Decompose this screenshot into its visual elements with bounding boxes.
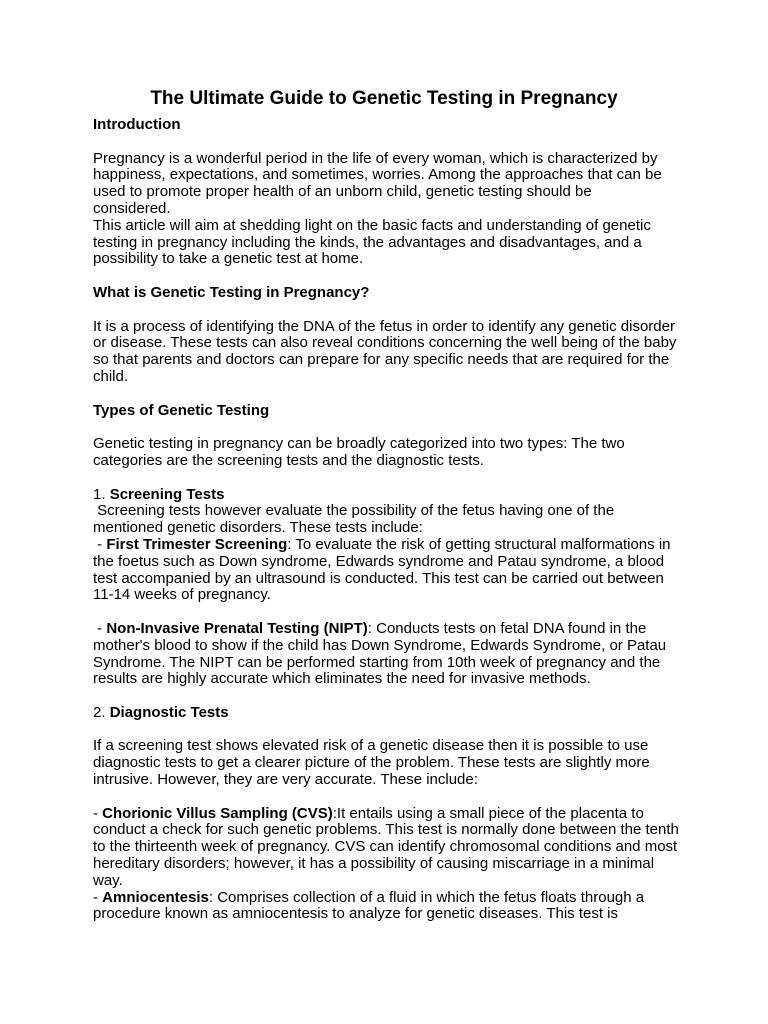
first-trimester-text: : To evaluate the risk of getting structural malformations in the foetus such as Down syndrome, Edwards syndrome and Patau syndrome, a blood test accompanied by an ultrasound is conducted. This test can be carried out between 11-14 weeks of pregnancy. (93, 535, 675, 604)
nipt-text: : Conducts tests on fetal DNA found in the mother's blood to show if the child has Down Syndrome, Edwards Syndrome, or Patau Syndrome. The NIPT can be performed starting from 10th week of pregnancy and the results are highly accurate which eliminates the need for invasive methods. (93, 619, 671, 688)
types-paragraph: Genetic testing in pregnancy can be broadly categorized into two types: The two categories are the screening tests and the diagnostic tests. (93, 435, 625, 469)
diagnostic-tests-heading (93, 705, 693, 722)
diagnostic-tests-description: If a screening test shows elevated risk of a genetic disease then it is possible to use diagnostic tests to get a clearer picture of the problem. These tests are slightly more intrusive. However, they are very accurate. These include: (93, 737, 650, 789)
cvs-text: :It entails using a small piece of the placenta to conduct a check for such genetic problems. This test is normally done between the tenth to the thirteenth week of pregnancy. CVS can identify chromosomal conditions and most hereditary disorders; however, it has a possibility of causing miscarriage in a minimal way. (93, 804, 684, 889)
cvs-prefix: - (93, 804, 103, 822)
amniocentesis-prefix: - (93, 888, 103, 906)
introduction-heading: Introduction (93, 116, 181, 133)
cvs-label: Chorionic Villus Sampling (CVS) (102, 804, 333, 822)
first-trimester-label: First Trimester Screening (106, 535, 288, 553)
types-heading: Types of Genetic Testing (93, 401, 270, 419)
diagnostic-tests-label: Diagnostic Tests (109, 703, 229, 721)
first-trimester-screening-item (93, 537, 683, 604)
nipt-label: Non-Invasive Prenatal Testing (NIPT) (106, 619, 368, 637)
cvs-item (93, 806, 683, 890)
document-title: The Ultimate Guide to Genetic Testing in Pregnancy (150, 88, 618, 109)
screening-tests-heading (93, 487, 693, 504)
diagnostic-tests-number: 2. (93, 703, 110, 721)
document-page (93, 87, 693, 923)
screening-tests-label: Screening Tests (109, 485, 225, 503)
what-is-genetic-testing-heading: What is Genetic Testing in Pregnancy? (93, 283, 370, 301)
what-is-genetic-testing-paragraph: It is a process of identifying the DNA of the fetus in order to identify any genetic disorder or disease. These tests can also reveal conditions concerning the well being of the baby so that parents and doctors can prepare for any specific needs that are required for the child. (93, 317, 677, 385)
nipt-prefix: - (93, 619, 107, 637)
screening-tests-number: 1. (93, 485, 110, 503)
screening-tests-description: Screening tests however evaluate the possibility of the fetus having one of the mentioned genetic disorders. These tests include: (93, 502, 619, 537)
amniocentesis-item (93, 890, 673, 924)
nipt-item (93, 621, 683, 688)
amniocentesis-label: Amniocentesis (102, 888, 209, 906)
introduction-paragraph-2: This article will aim at shedding light on the basic facts and understanding of genetic testing in pregnancy including the kinds, the advantages and disadvantages, and a possibility to take a genetic test at home. (93, 216, 651, 268)
amniocentesis-text: : Comprises collection of a fluid in which the fetus floats through a procedure known as amniocentesis to analyze for genetic diseases. This test is (93, 888, 649, 923)
first-trimester-prefix: - (93, 535, 107, 553)
introduction-paragraph-1: Pregnancy is a wonderful period in the life of every woman, which is characterized by happiness, expectations, and sometimes, worries. Among the approaches that can be used to promote proper health of an unborn child, genetic testing should be considered. (93, 149, 662, 217)
